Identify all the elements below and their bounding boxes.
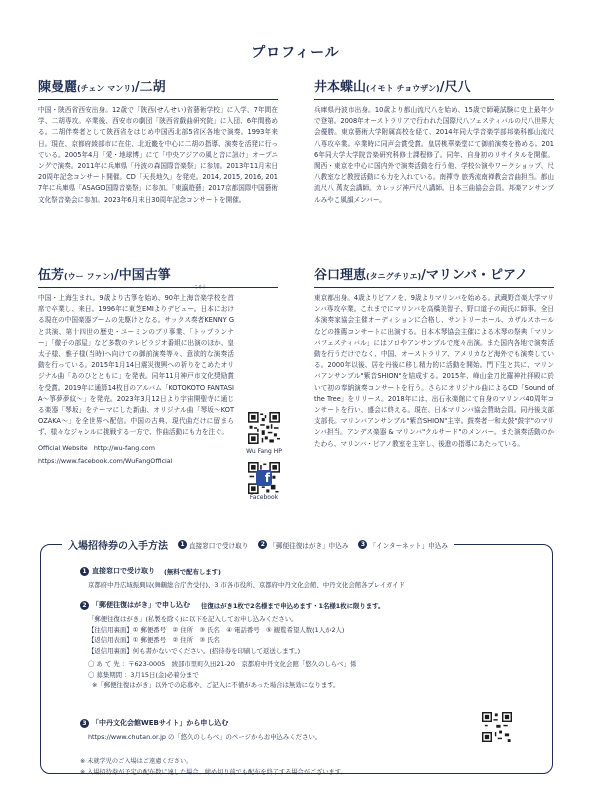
section-line: 京都府中丹広域振興局(舞鶴総合庁舎受付)、3 市各市役所、京都府中丹文化会館、中丹文化会館各プレイガイド <box>88 581 405 589</box>
step-number-icon: 2 <box>258 540 267 549</box>
page-title: プロフィール <box>251 45 340 61</box>
postcard-caution: ※「郵便往復はがき」以外での応募や、ご記入に不備があった場合は無効になります。 <box>92 681 340 689</box>
note-line: ※ 入場招待券が予定の配布数に達した場合、締め切り前でも配布を終了する場合がございます。 <box>80 769 347 776</box>
qr-hp-label: Wu Fang HP <box>246 448 282 455</box>
section-direct <box>80 566 405 591</box>
profile-divider <box>38 99 278 100</box>
profile-instrument: /二胡 <box>134 80 166 95</box>
official-website-line <box>38 443 278 453</box>
profile-instrument: /尺八 <box>439 80 471 95</box>
profile-name: 陳曼麗 <box>38 80 78 95</box>
web-line[interactable]: https://www.chutan.or.jp の「悠久のしらべ」のページからお申込みください。 <box>88 733 322 741</box>
profile-bio: 兵庫県丹波市出身。10歳より都山流尺八を始め、15歳で師範試験に史上最年少で登第。2008年オーストラリアで行われた国際尺八フェスティバルの尺八世界大会優勝。東京藝術大学附属高校を経て、2014年同大学音楽学部邦楽科都山流尺八専攻卒業。卒業時に同声会賞受賞。皇居桃華楽堂にて御前演奏を務める。2016年同大学大学院音楽研究科修士課程修了。同年、自身初のリサイタルを開催。関西・東京を中心に国内外で演奏活動を行う他、学校公演やワークショップ、尺八教室など教授活動にも力を入れている。南禪寺 旅秀流南禅教会音曲担当。都山流尺八 萬友会講師。カレッジ神戸尺八講師。日本三曲協会会員。邦楽アンサンブルみやこ風韻メンバー。 <box>314 106 554 204</box>
profile-instrument: /中国古箏 <box>113 268 171 283</box>
profile-instrument: /マリンバ・ピアノ <box>421 268 528 283</box>
section-title <box>80 600 384 610</box>
postcard-details <box>88 614 384 691</box>
ticket-title: 入場招待券の入手方法 <box>68 541 168 552</box>
qr-facebook-block <box>244 462 284 501</box>
profile-name-line <box>38 264 278 283</box>
facebook-link[interactable]: https://www.facebook.com/WuFangOfficial <box>38 456 173 465</box>
section-note: (無料で配布します) <box>164 567 221 576</box>
profile-chen-manli <box>38 76 278 206</box>
ticket-notes <box>80 756 347 778</box>
profile-imoto-chozan <box>314 76 554 206</box>
profile-name-line <box>38 76 278 95</box>
profile-name: 伍芳 <box>38 268 65 283</box>
profile-name: 谷口理恵 <box>314 268 367 283</box>
step-label: 直接窓口で受け取り <box>189 541 249 550</box>
step-label: 「インターネット」申込み <box>369 541 448 550</box>
profile-name: 井本蝶山 <box>314 80 367 95</box>
profile-kana: (タニグチリエ) <box>366 272 422 281</box>
section-number-icon: 3 <box>80 719 89 728</box>
profile-kana: (イモト チョウザン) <box>366 84 440 93</box>
step-3 <box>358 540 448 550</box>
profile-kana: (チェン マンリ) <box>77 84 135 93</box>
official-website-link[interactable]: http://wu-fang.com <box>93 443 155 452</box>
note-line: ※ 未就学児のご入場はご遠慮ください。 <box>80 758 193 765</box>
profile-divider <box>314 99 554 100</box>
step-label: 「郵便往復はがき」申込み <box>269 541 349 550</box>
profile-name-line <box>314 264 554 283</box>
section-title <box>80 566 405 576</box>
qr-facebook-label: Facebook <box>249 494 279 501</box>
section-number-icon: 1 <box>80 567 89 576</box>
step-2 <box>258 540 348 550</box>
section-postcard <box>80 600 384 691</box>
postcard-address: 〇 あ て 先 ：〒623-0005 綾部市里町久田21-20 京都府中丹文化会館「悠久のしらべ」係 <box>88 660 357 668</box>
section-web <box>80 718 321 743</box>
qr-code-hp[interactable] <box>248 412 280 444</box>
profile-wu-fang <box>38 264 278 466</box>
facebook-icon: f <box>256 470 272 486</box>
ruby-koso: こそう <box>194 284 206 289</box>
section-title-text: 「郵便往復はがき」で申し込む <box>92 601 190 609</box>
postcard-row: 【往信用裏面】① 郵便番号 ② 住所 ③ 氏名 ④ 電話番号 ⑤ 観覧希望人数(1人か2人) <box>88 625 345 634</box>
step-number-icon: 1 <box>178 540 187 549</box>
section-note: 往復はがき1枚で2名様まで申込めます・1名様1枚に限ります。 <box>201 601 385 610</box>
postcard-intro: 「郵便往復はがき」(私製を除く)に以下を記入してお申し込みください。 <box>88 615 298 623</box>
ticket-header <box>62 537 454 552</box>
profile-name-line <box>314 76 554 95</box>
step-number-icon: 3 <box>358 540 367 549</box>
qr-code-chutan[interactable] <box>482 712 512 742</box>
qr-hp-block <box>244 412 284 455</box>
postcard-row: 【返信用表面】① 郵便番号 ② 住所 ③ 氏名 <box>88 636 220 644</box>
official-website-label: Official Website <box>38 443 88 452</box>
profile-divider <box>314 287 554 288</box>
profile-bio: 東京都出身。4歳よりピアノを、9歳よりマリンバを始める。武蔵野音楽大学マリンバ専攻卒業。これまでにマリンバを高橋美智子、野口道子の両氏に師事。全日本演奏家協会主催オーディションに合格し、サントリーホール、カザルスホールなどの推薦コンサートに出演する。日本木琴協会主催による木琴の祭典「マリンバフェスティバル」にはソロやアンサンブルで度々出演。また国内各地で演奏活動を行うだけでなく、中国、オーストラリア、アメリカなど海外でも演奏している。2000年以後、居を丹後に移し精力的に活動を開始。門下生と共に、マリンバアンサンブル"紫音SHION"を結成する。2015年、峰山金刀比羅神社拝殿に於いて初の奉納演奏コンサートを行う。さらにオリジナル曲によるCD「Sound of the Tree」をリリース。2018年には、出石永楽館にて自身のマリンバ40周年コンサートを行い、盛会に終える。現在、日本マリンバ協会賛助会員。同丹後支部支部長。マリンバアンサンブル"紫音SHION"主宰。鼓奏者一和太鼓"鼓宇"のマリンバ担当。アンデス楽器 & マリンバ"クルサード"のメンバー。また演奏活動のかたわら、マリンバ・ピアノ教室を主宰し、後進の指導にあたっている。 <box>314 294 554 448</box>
postcard-row: 【返信用裏面】何も書かないでください。(招待券を印刷して返送します。) <box>88 646 301 655</box>
postcard-deadline: 〇 募集期間 ：3月15日(金)必着分まで <box>88 670 199 679</box>
section-title <box>80 718 321 728</box>
section-title-text: 「中丹文化会館WEBサイト」から申し込む <box>92 719 229 727</box>
profile-bio: 中国・上海生まれ。9歳より古箏を始め、90年上海音楽学校を首席で卒業し、来日。1996年に東芝EMIよりデビュー。日本における現在の中国楽器ブームの先駆けとなる。サックス奏者KENNY Gと共演、第十四世の歴史・ユーミンのブリ事業、「トップランナー」「徹子の部屋」など多数のテレビラジオ番組に出演のほか、皇太子様、雅子様(当時)へ向けての御前演奏等々、意欲的な演奏活動を行っている。2015年1月14日震災復興への祈りをこめたオリジナル曲「あのひとともに」を発表。同年11月神戸市文化奨励賞を受賞。2019年に通算14枚目のアルバム「KOTOKOTO FANTASIA〜箏夢夢紋〜」を発売。2023年3月12日より宇宙開聖寺に通じる楽器「琴坂」をテーマにした新曲、オリジナル曲「琴坂〜KOTOZAKA〜」を全世界へ配信。中国の古典、現代曲だけに留まらず、様々なジャンルに挑戦する一方で、作曲活動にも力を注ぐ。 <box>38 294 234 437</box>
profile-divider <box>38 287 278 288</box>
profile-kana: (ウー ファン) <box>64 272 114 281</box>
section-number-icon: 2 <box>80 601 89 610</box>
profile-taniguchi-rie <box>314 264 554 450</box>
step-1 <box>178 540 248 550</box>
profile-bio: 中国・陝西省西安出身。12歳で「陝西(せんせい)省藝術学校」に入学、7年間在学、二胡専攻。卒業後、西安市の劇団「陝西省戯曲研究院」に入団、6年間務める。二胡伴奏者として陝西省をはじめ中国西北部5省区各地で演奏。1993年来日。現在、京都府綾部市に在住、北近畿を中心に二胡の指導、演奏を活発に行っている。2005年4月「愛・地球博」にて「中央アジアの風と音に訊け」オープニングで演奏。2011年に兵庫県「丹波の森国際音楽祭」に参加。2013年11月末日20周年記念コンサート開催。CD「天長地久」を発売。2014, 2015, 2016, 2017年に兵庫県「ASAGO国際音楽祭」に参加。「東瀛遊藝」2017京都国際中国藝術文化祭音楽会に参加。2023年6月末日30周年記念コンサートを開催。 <box>38 106 278 204</box>
section-title-text: 直接窓口で受け取り <box>92 567 155 575</box>
